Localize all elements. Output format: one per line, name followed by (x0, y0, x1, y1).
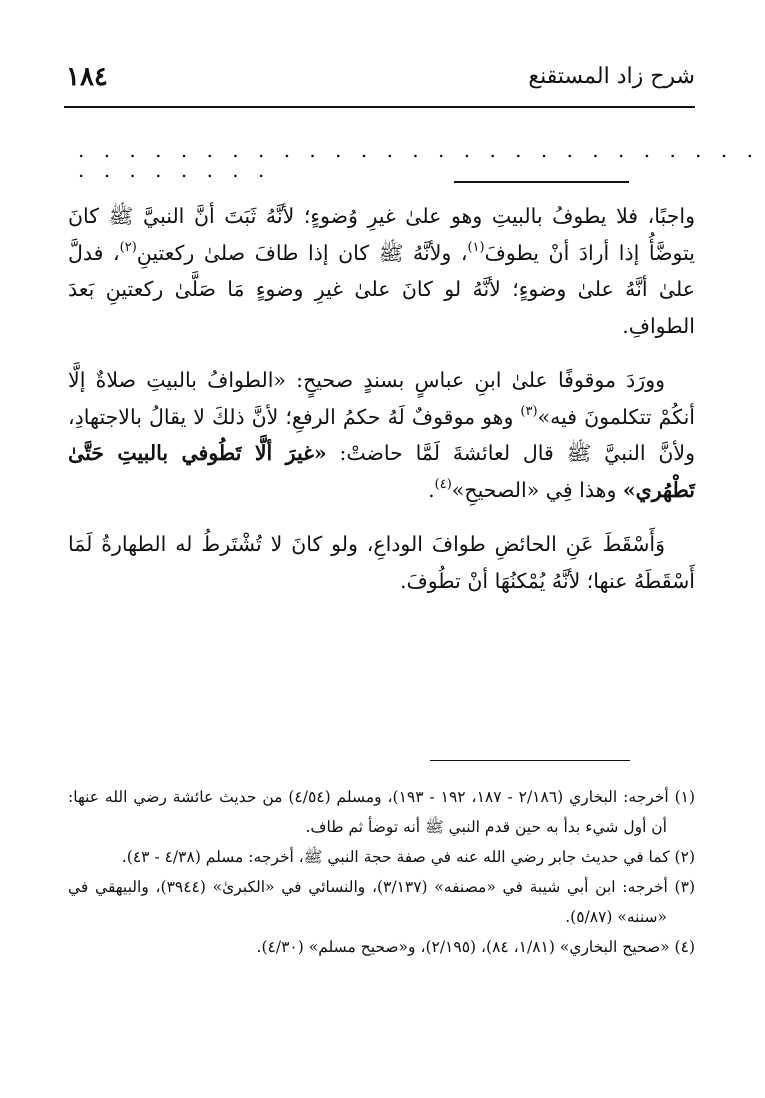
footnote-ref-4: (٤) (434, 476, 452, 492)
paragraph-2 (68, 362, 695, 508)
page-header (66, 62, 695, 102)
p1-text-2: ، ولأنَّهُ ﷺ كان إذا طافَ صلىٰ ركعتينِ (136, 240, 468, 265)
p2-text-4: . (428, 477, 435, 502)
main-text (68, 198, 695, 599)
p2-text-3: وهذا فِي «الصحيحِ» (451, 477, 623, 502)
book-title: شرح زاد المستقنع (528, 64, 695, 89)
footnote-ref-3: (٣) (520, 403, 538, 419)
footnote-2: (٢) كما في حديث جابر رضي الله عنه في صفة حجة النبي ﷺ، أخرجه: مسلم (٤/٣٨ - ٤٣). (121, 848, 695, 866)
separator-dots: . . . . . . . . . . . . . . . . . . . . . . . . . . . . . . . . . . . (78, 138, 760, 182)
footnote-ref-1: (١) (467, 239, 485, 255)
section-rule (454, 181, 629, 183)
hadith-quote: «غيرَ ألَّا تَطُوفي بالبيتِ حَتَّىٰ تَطْهُري» (68, 441, 695, 502)
header-rule (64, 106, 695, 108)
paragraph-1 (68, 198, 695, 344)
footnote-ref-2: (٢) (119, 239, 137, 255)
footnote-3: (٣) أخرجه: ابن أبي شيبة في «مصنفه» (٣/١٣٧)، والنسائي في «الكبرىٰ» (٣٩٤٤)، والبيهقي في «سننه» (٥/٨٧). (68, 878, 695, 926)
p1-text-3: ، فدلَّ علىٰ أنَّهُ علىٰ وضوءٍ؛ لأنَّهُ لو كانَ علىٰ غيرِ وضوءٍ مَا صَلَّىٰ ركعتينِ بَعدَ الطوافِ. (68, 240, 695, 338)
page-number: ١٨٤ (66, 62, 108, 92)
footnotes (68, 782, 695, 962)
footnote-4: (٤) «صحيح البخاري» (١/٨١، ٨٤)، (٢/١٩٥)، و«صحيح مسلم» (٤/٣٠). (256, 938, 695, 956)
p2-text-1: وورَدَ موقوفًا علىٰ ابنِ عباسٍ بسندٍ صحيحٍ: «الطوافُ بالبيتِ صلاةٌ إلَّا أنكُمْ تتكلمونَ فيه» (68, 368, 696, 429)
footnote-rule (430, 760, 630, 761)
p1-text-1: واجبًا، فلا يطوفُ بالبيتِ وهو علىٰ غيرِ وُضوءٍ؛ لأنَّهُ ثَبَتَ أنَّ النبيَّ ﷺ كانَ يتوضَّأُ إذا أرادَ أنْ يطوفَ (68, 204, 695, 265)
footnote-1: (١) أخرجه: البخاري (٢/١٨٦ - ١٨٧، ١٩٢ - ١٩٣)، ومسلم (٤/٥٤) من حديث عائشة رضي الله عنها: أن أول شيء بدأ به حين قدم النبي ﷺ أنه توضأ ثم طاف. (68, 788, 696, 836)
p2-text-2: وهو موقوفٌ لَهُ حكمُ الرفعِ؛ لأنَّ ذلكَ لا يقالُ بالاجتهادِ، ولأنَّ النبيَّ ﷺ قال لعائشةَ لَمَّا حاضتْ: (68, 404, 696, 465)
paragraph-3: وَأَسْقَطَ عَنِ الحائضِ طوافَ الوداعِ، ولو كانَ لا تُشْتَرطُ له الطهارةُ لَمَا أَسْقَطَهُ عنها؛ لأنَّهُ يُمْكنُهَا أنْ تطُوفَ. (68, 532, 695, 593)
